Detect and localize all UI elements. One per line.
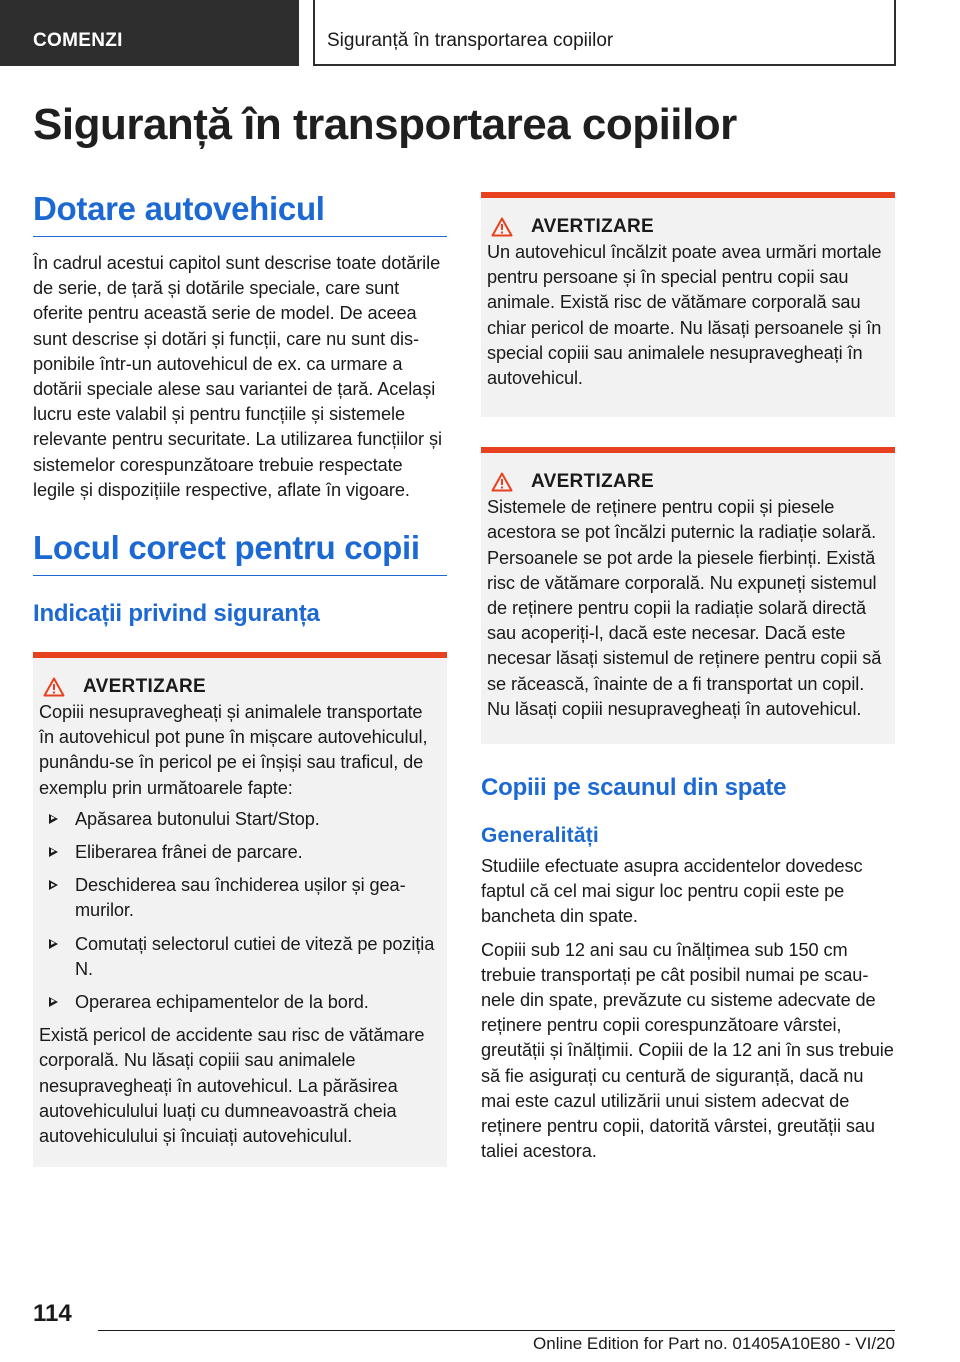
page-title: Siguranță în transportarea copiilor: [33, 100, 737, 149]
list-item: Eliberarea frânei de parcare.: [39, 840, 439, 865]
warning-triangle-icon: [491, 217, 513, 237]
warning-text: Un autovehicul încălzit poate avea urmări mortale pentru persoane și în special pentru copii sau animale. Există risc de vătămare corporală sau chiar pericol de moarte. Nu lăsați persoanele și în special copiii sau animalele nesupravegheați în autovehicul.: [487, 242, 882, 389]
vehicle-equipment-text-block: [33, 251, 447, 503]
bullet-triangle-icon: [49, 880, 58, 890]
bullet-triangle-icon: [49, 814, 58, 824]
chapter-label: Siguranță în transportarea copiilor: [327, 30, 614, 51]
left-column: [33, 190, 447, 1167]
warning-title: AVERTIZARE: [531, 216, 654, 237]
heading-safety-notes: Indicații privind siguranța: [33, 600, 320, 628]
warning-title: AVERTIZARE: [531, 471, 654, 493]
list-item: Deschiderea sau închiderea ușilor și geamurilor.: [39, 873, 439, 923]
warning-header: [487, 216, 887, 238]
list-item: Operarea echipamentelor de la bord.: [39, 990, 439, 1015]
heading-correct-place: Locul corect pentru copii: [33, 529, 447, 576]
rear-seat-paragraph-2: Copiii sub 12 ani sau cu înălțimea sub 150 cm trebuie transportați pe cât posibil numai pe scaunele din spate, prevăzute cu sisteme adecvate de reținere pentru copii corespunzătoare vârstei, greutății și înălțimii. Copiii de la 12 ani în sus trebuie să fie asigurați cu centură de siguranță, dacă nu mai este cazul utilizării unui sistem adecvat de reținere pentru copii, datorită vârstei, greutății sau taliei acestora.: [481, 939, 894, 1162]
heading-vehicle-equipment: Dotare autovehicul: [33, 190, 447, 237]
warning-body: [487, 240, 887, 391]
warning-outro: Există pericol de accidente sau risc de vătămare corporală. Nu lăsați copiii sau animalele nesupravegheați în autovehicul. La părăsirea autovehiculului luați cu dumneavoastră cheia autovehiculului și încuiați autovehiculul.: [39, 1025, 425, 1147]
chapter-tab: [313, 0, 896, 66]
edition-note: Online Edition for Part no. 01405A10E80 - VI/20: [533, 1334, 895, 1353]
rear-seat-text-block: [481, 854, 895, 1164]
section-label: COMENZI: [33, 30, 123, 51]
rear-seat-paragraph-1: Studiile efectuate asupra accidentelor dovedesc faptul că cel mai sigur loc pentru copii este pe bancheta din spate.: [481, 856, 863, 927]
right-column: [481, 192, 895, 1172]
warning-triangle-icon: [43, 677, 65, 697]
bullet-triangle-icon: [49, 847, 58, 857]
warning-header: [487, 471, 887, 493]
section-tab: [0, 0, 299, 66]
bullet-triangle-icon: [49, 939, 58, 949]
warning-text: Sistemele de reținere pentru copii și piesele acestora se pot încălzi puternic la radiație solară. Persoanele se pot arde la piesele fierbinți. Există risc de vătămare corporală. Nu expuneți sistemul de reținere pentru copii la radiație solară directă sau acoperiți-l, dacă este necesar. Dacă este necesar lăsați sistemul de reținere pentru copii să se răcească, înainte de a fi transportat un copil. Nu lăsați copiii nesupravegheați în autovehicul.: [487, 497, 882, 719]
page-number: 114: [33, 1300, 72, 1327]
warning-intro: Copiii nesupravegheați și animalele transportate în autovehicul pot pune în mișcare autovehiculul, punându-se în pericol pe ei înșiși sau traficul, de exemplu prin următoarele fapte:: [39, 702, 428, 798]
list-item: Comutați selectorul cutiei de viteză pe poziția N.: [39, 932, 439, 982]
warning-title: AVERTIZARE: [83, 676, 206, 698]
warning-body: [39, 700, 439, 1149]
heading-general: Generalități: [481, 824, 599, 848]
vehicle-equipment-text: În cadrul acestui capitol sunt descrise toate dotările de serie, de țară și dotările speciale, care sunt oferite pentru această serie de model. De aceea sunt descrise și dotări și funcții, care nu sunt disponibile într-un autovehicul de ex. ca urmare a dotării speciale alese sau variantei de țară. Același lucru este valabil și pentru funcțiile și sistemele relevante pentru securitate. La utilizarea funcțiilor și sistemelor corespunzătoare trebuie respectate legile și dispozițiile respective, aflate în vigoare.: [33, 253, 442, 500]
warning-box-heat: [481, 192, 895, 417]
warning-body: [487, 495, 887, 722]
warning-list: [39, 807, 439, 1015]
heading-rear-seat: Copiii pe scaunul din spate: [481, 774, 787, 802]
list-item: Apăsarea butonului Start/Stop.: [39, 807, 439, 832]
bullet-triangle-icon: [49, 997, 58, 1007]
running-header: [0, 0, 960, 66]
warning-box-sun: [481, 447, 895, 744]
warning-box-unattended: [33, 652, 447, 1167]
warning-header: [39, 676, 439, 698]
footer-rule: [98, 1330, 895, 1331]
warning-triangle-icon: [491, 472, 513, 492]
